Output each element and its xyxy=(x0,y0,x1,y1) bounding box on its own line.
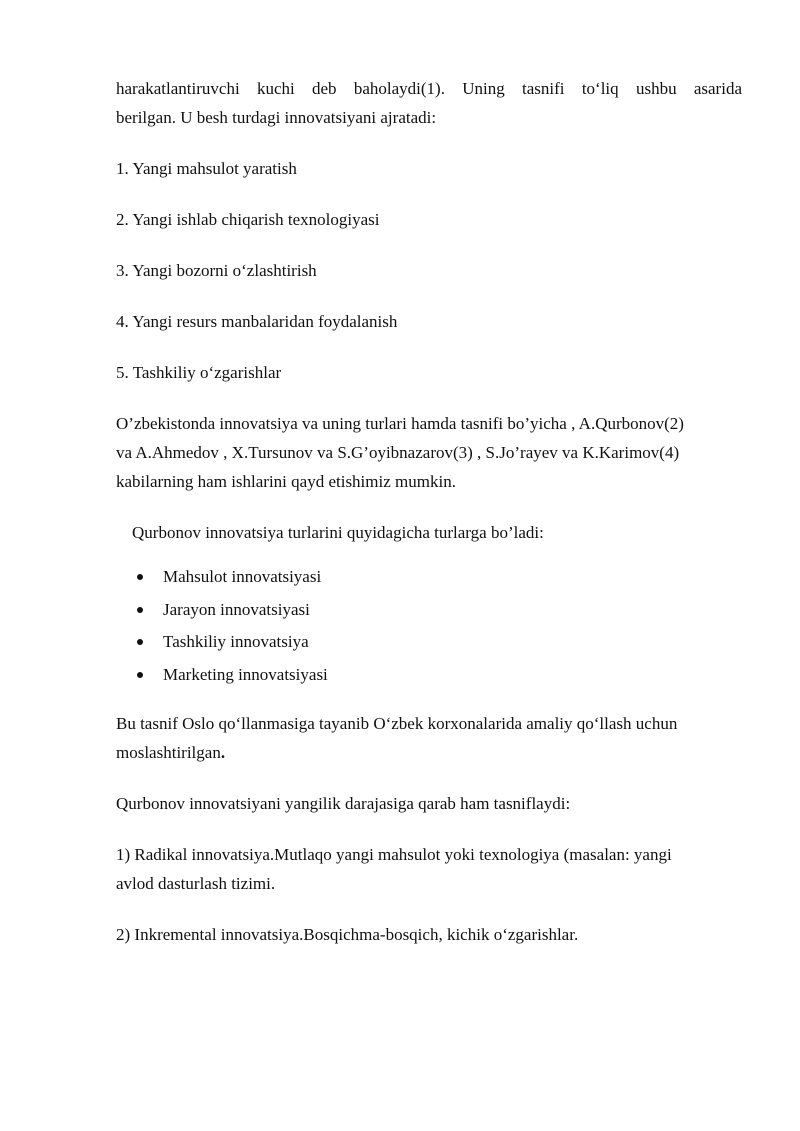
list-item-label: Marketing innovatsiyasi xyxy=(163,664,328,684)
bullet-icon xyxy=(137,574,143,580)
innovation-types-list xyxy=(116,561,742,691)
uzbekistan-line-2: va A.Ahmedov , X.Tursunov va S.G’oyibnazarov(3) , S.Jo’rayev va K.Karimov(4) xyxy=(116,443,680,462)
incremental-paragraph: 2) Inkremental innovatsiya.Bosqichma-bosqich, kichik o‘zgarishlar. xyxy=(116,925,579,944)
oslo-line-2-text: moslashtirilgan xyxy=(116,743,221,762)
list-item xyxy=(116,594,742,627)
list-item xyxy=(116,659,742,692)
qurbonov-intro: Qurbonov innovatsiya turlarini quyidagicha turlarga bo’ladi: xyxy=(132,523,544,542)
list-item xyxy=(116,561,742,594)
numbered-item-5: 5. Tashkiliy o‘zgarishlar xyxy=(116,363,282,382)
uzbekistan-paragraph xyxy=(116,409,742,496)
numbered-item-4: 4. Yangi resurs manbalaridan foydalanish xyxy=(116,312,398,331)
oslo-line-1: Bu tasnif Oslo qo‘llanmasiga tayanib O‘zbek korxonalarida amaliy qo‘llash uchun xyxy=(116,714,678,733)
radical-line-1: 1) Radikal innovatsiya.Mutlaqo yangi mahsulot yoki texnologiya (masalan: yangi xyxy=(116,845,672,864)
intro-paragraph-cont xyxy=(116,103,742,132)
oslo-line-2 xyxy=(116,738,742,767)
bullet-icon xyxy=(137,672,143,678)
radical-line-2: avlod dasturlash tizimi. xyxy=(116,874,276,893)
list-item-label: Mahsulot innovatsiyasi xyxy=(163,567,322,586)
bullet-icon xyxy=(137,639,143,645)
intro-paragraph xyxy=(116,74,742,103)
oslo-paragraph xyxy=(116,709,742,767)
intro-line-2: berilgan. U besh turdagi innovatsiyani ajratadi: xyxy=(116,108,437,127)
document-page xyxy=(116,74,742,949)
list-item-label: Jarayon innovatsiyasi xyxy=(163,599,310,619)
numbered-item-1: 1. Yangi mahsulot yaratish xyxy=(116,159,297,178)
intro-line-1: harakatlantiruvchi kuchi deb baholaydi(1). Uning tasnifi to‘liq ushbu asarida xyxy=(116,79,742,98)
uzbekistan-line-3: kabilarning ham ishlarini qayd etishimiz mumkin. xyxy=(116,472,456,491)
novelty-intro: Qurbonov innovatsiyani yangilik darajasiga qarab ham tasniflaydi: xyxy=(116,794,571,813)
uzbekistan-line-1: O’zbekistonda innovatsiya va uning turlari hamda tasnifi bo’yicha , A.Qurbonov(2) xyxy=(116,414,684,433)
radical-paragraph xyxy=(116,840,742,898)
list-item xyxy=(116,626,742,659)
list-item-label: Tashkiliy innovatsiya xyxy=(163,632,309,651)
bullet-icon xyxy=(137,607,143,613)
numbered-item-3: 3. Yangi bozorni o‘zlashtirish xyxy=(116,261,317,280)
numbered-item-2: 2. Yangi ishlab chiqarish texnologiyasi xyxy=(116,210,380,229)
oslo-period: . xyxy=(220,743,226,762)
